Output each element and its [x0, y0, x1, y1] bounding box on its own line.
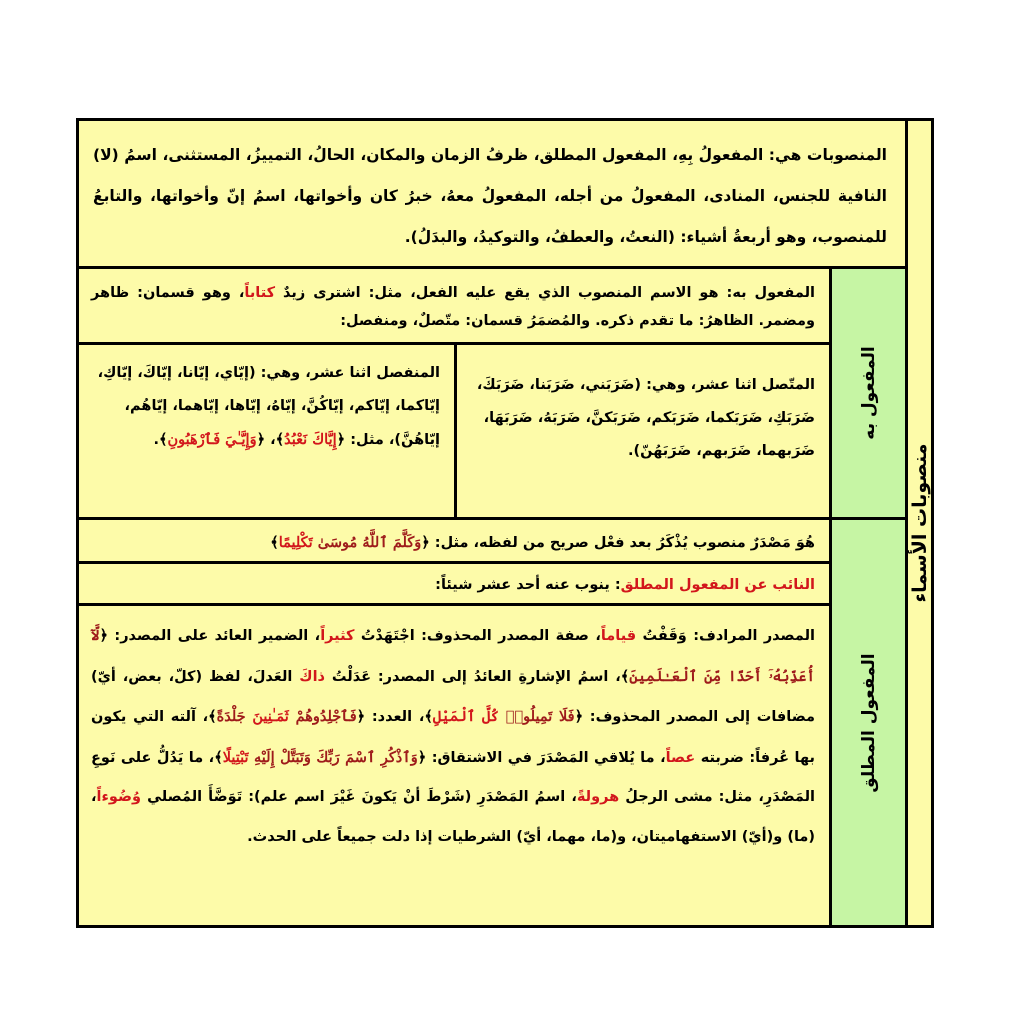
- p1-e: العَدلَ، لفظ (كلّ، بعض، أيّ) مضافات إلى المصدر المحذوف: ﴿: [91, 668, 816, 725]
- p1-g: ﴾، آلته التي يكون بها عُرفاً: ضربته: [91, 709, 815, 766]
- p1-i: ﴾، ما يَدُلُّ على نَوعِ المَصْدَرِ، مثل: مشى الرجلُ: [91, 749, 815, 805]
- p1-quote3-red: ثَمَـٰنِينَ: [252, 708, 289, 725]
- q-end: .: [153, 432, 160, 448]
- r1-b: ﴾: [270, 535, 279, 551]
- side-title: منصوبات الأسماء: [908, 443, 931, 603]
- substitute-title: النائب عن المفعول المطلق: [620, 577, 815, 593]
- p1-red: قياماً: [600, 628, 637, 644]
- p1-red4: عصاً: [665, 749, 696, 766]
- label-direct-object: المفعول به: [858, 346, 879, 440]
- absolute-object-content: [79, 520, 829, 925]
- p1-quote: لَّآ أُعَذِّبُهُۥٓ أَحَدًا مِّنَ ٱلْعَـٰلَمِينَ: [91, 627, 815, 685]
- direct-object-content: [79, 269, 829, 517]
- p1-red5: هرولةً: [576, 789, 620, 805]
- quran-quote-1: إِيَّاكَ نَعْبُدُ: [284, 431, 337, 448]
- separate-text: المنفصل اثنا عشر، وهي: (إيّاي، إيّانا، إيّاكَ، إيّاكِ، إيّاكما، إيّاكم، إيّاكُنَّ، إيّاهُ، إيّاها، إيّاهما، إيّاهُم، إيّاهُنَّ)، مثل:: [97, 365, 440, 448]
- p1-red6: وُضُوءاً: [96, 789, 142, 805]
- r1-quote: وَكَلَّمَ ٱللَّهُ مُوسَىٰ: [317, 534, 422, 551]
- r1-quote-red: تَكْلِيمًا: [278, 534, 313, 551]
- section-direct-object: [79, 269, 905, 520]
- r1-a: هُوَ مَصْدَرٌ منصوب يُذْكَرُ بعد فعْل صريح من لفظه، مثل: ﴿: [421, 535, 815, 551]
- def-part-a: المفعول به: هو الاسم المنصوب الذي يقع عليه الفعل، مثل: اشترى زيدٌ: [275, 285, 815, 301]
- q1-close: ﴾: [275, 432, 285, 448]
- p1-quote4-red: تَبْتِيلًا: [222, 748, 249, 766]
- p1-j: ، اسمُ المَصْدَرِ (شَرْطَ أنْ يَكونَ غَيْرَ اسم علم): تَوَضَّأَ المُصلي: [141, 789, 577, 805]
- substitute-list: [79, 606, 829, 925]
- p1-quote3-b: جَلْدَةً: [216, 708, 246, 725]
- p1-h: ، ما يُلاقي المَصْدَرَ في الاشتقاق: ﴿: [417, 749, 666, 766]
- separate-pronouns: [79, 345, 454, 520]
- substitute-desc: : ينوب عنه أحد عشر شيئاً:: [435, 577, 621, 593]
- intro-paragraph: المنصوبات هي: المفعولُ بِهِ، المفعول المطلق، ظرفُ الزمان والمكان، الحالُ، التمييزُ، المستثنى، اسمُ (لا) النافية للجنس، المنادى، المفعولُ من أجله، المفعولُ معهُ، خبرُ كان وأخواتها، اسمُ إنّ وأخواتها، والتابعُ للمنصوب، وهو أربعةُ أشياء: (النعتُ، والعطفُ، والتوكيدُ، والبدَلُ).: [79, 121, 905, 269]
- q1-open: ﴿: [336, 432, 346, 448]
- p1-quote2: فَلَا تَمِيلُوا۟: [505, 708, 575, 725]
- p1-k: ، (ما) و(أيّ) الاستفهاميتان، و(ما، مهما، أيّ) الشرطيات إذا دلت جميعاً على الحدث.: [91, 789, 815, 845]
- label-column-direct-object: [829, 269, 905, 517]
- p1-red2: كثيراً: [320, 628, 355, 644]
- def-example: كتاباً: [244, 285, 276, 301]
- def-part-b: ، وهو قسمان: ظاهر ومضمر. الظاهرُ: ما تقدم ذكره. والمُضمَرُ قسمان: متّصلٌ، ومنفصل:: [91, 285, 815, 329]
- p1-quote2-red: كُلَّ ٱلْمَيْلِ: [432, 708, 500, 725]
- side-title-column: [905, 121, 931, 925]
- p1-quote4: وَٱذْكُرِ ٱسْمَ رَبِّكَ وَتَبَتَّلْ إِلَيْهِ: [254, 748, 418, 766]
- q2-close: ﴾: [159, 432, 168, 448]
- absolute-object-definition: [79, 520, 829, 564]
- q-sep: ،: [265, 432, 276, 448]
- p1-c: ، الضمير العائد على المصدر: ﴿: [99, 628, 321, 644]
- p1-d: ﴾، اسمُ الإشارةِ العائدُ إلى المصدر: عَدَلْتُ: [325, 668, 630, 685]
- section-absolute-object: [79, 520, 905, 925]
- q2-open: ﴿: [256, 432, 266, 448]
- substitute-heading: [79, 564, 829, 606]
- quran-quote-2: وَإِيَّـٰيَ فَٱرْهَبُونِ: [167, 431, 257, 448]
- p1-red3: ذاكَ: [299, 668, 325, 685]
- label-column-absolute-object: [829, 520, 905, 925]
- p1-a: المصدر المرادف: وَقَفْتُ: [636, 628, 815, 644]
- p1-quote3: فَٱجْلِدُوهُمْ: [295, 708, 357, 725]
- direct-object-definition: [79, 269, 829, 345]
- label-absolute-object: المفعول المطلق: [858, 652, 879, 793]
- p1-f: ﴾، العدد: ﴿: [356, 709, 433, 725]
- p1-b: ، صفة المصدر المحذوف: اجْتَهَدْتُ: [354, 628, 601, 644]
- pronoun-columns: [79, 345, 829, 520]
- connected-pronouns: المتّصل اثنا عشر، وهي: (ضَرَبَني، ضَرَبَنا، ضَرَبَكَ، ضَرَبَكِ، ضَرَبَكما، ضَرَبَكم، ضَرَبَكنَّ، ضَرَبَهُ، ضَرَبَهَا، ضَرَبهما، ضَرَبهم، ضَرَبَهُنّ).: [454, 345, 829, 520]
- grammar-table: [76, 118, 934, 928]
